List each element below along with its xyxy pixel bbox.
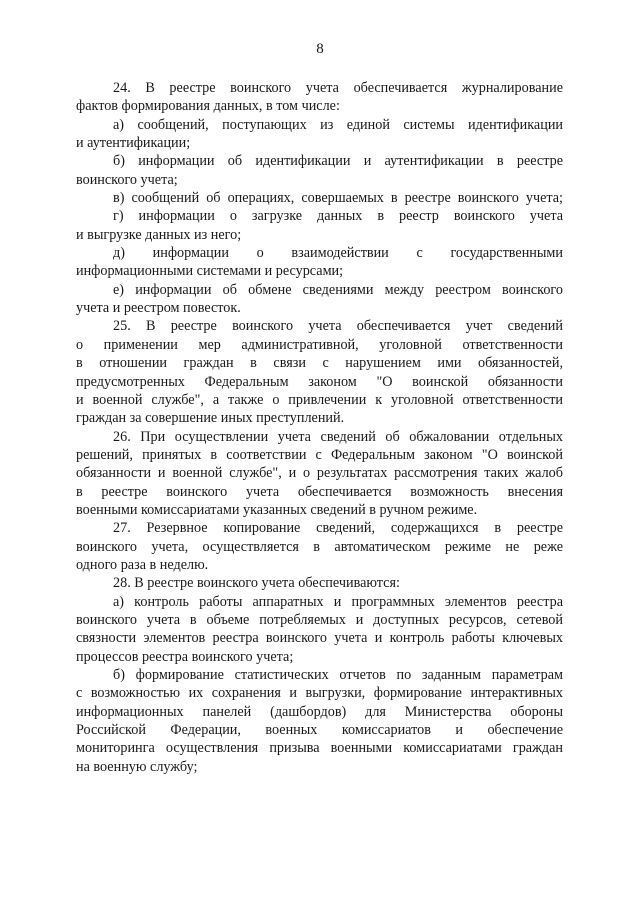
text-line: граждан за совершение иных преступлений. xyxy=(76,410,345,427)
text-line: в) сообщений об операциях, совершаемых в реестре воинского учета; xyxy=(113,190,563,207)
text-line: с возможностью их сохранения и выгрузки, формирование интерактивных xyxy=(76,685,563,702)
text-line: в реестре воинского учета обеспечивается возможность внесения xyxy=(76,483,563,500)
text-line: 28. В реестре воинского учета обеспечиваются: xyxy=(113,575,400,592)
text-line: решений, принятых в соответствии с Федеральным законом "О воинской xyxy=(76,446,563,463)
page-number: 8 xyxy=(316,41,324,57)
text-line: и выгрузке данных из него; xyxy=(76,226,242,243)
text-line: одного раза в неделю. xyxy=(76,556,209,573)
text-line: 24. В реестре воинского учета обеспечивается журналирование xyxy=(113,80,563,96)
text-line: и аутентификации; xyxy=(76,135,191,152)
text-line: и военной службе", а также о привлечении к уголовной ответственности xyxy=(76,391,563,408)
text-line: б) информации об идентификации и аутентификации в реестре xyxy=(113,153,563,170)
text-line: связности элементов реестра воинского учета и контроль работы ключевых xyxy=(76,630,563,647)
text-line: г) информации о загрузке данных в реестр воинского учета xyxy=(113,208,563,225)
text-line: обязанности и военной службе", и о результатах рассмотрения таких жалоб xyxy=(76,465,563,482)
text-line: воинского учета, осуществляется в автоматическом режиме не реже xyxy=(76,538,563,555)
text-line: 25. В реестре воинского учета обеспечивается учет сведений xyxy=(113,318,563,335)
text-line: е) информации об обмене сведениями между реестром воинского xyxy=(113,281,563,298)
text-line: а) контроль работы аппаратных и программных элементов реестра xyxy=(113,593,563,610)
document-body xyxy=(76,79,563,776)
text-line: мониторинга осуществления призыва военными комиссариатами граждан xyxy=(76,740,563,757)
text-line: Российской Федерации, военных комиссариатов и обеспечение xyxy=(76,722,563,739)
text-line: о применении мер административной, уголовной ответственности xyxy=(76,336,563,353)
text-line: предусмотренных Федеральным законом "О воинской обязанности xyxy=(76,373,563,390)
text-line: 27. Резервное копирование сведений, содержащихся в реестре xyxy=(113,520,563,537)
text-line: на военную службу; xyxy=(76,758,198,775)
text-line: процессов реестра воинского учета; xyxy=(76,648,294,665)
text-line: д) информации о взаимодействии с государственными xyxy=(113,245,563,262)
text-line: воинского учета; xyxy=(76,171,178,188)
text-line: в отношении граждан в связи с нарушением ими обязанностей, xyxy=(76,355,563,372)
text-line: военными комиссариатами указанных сведений в ручном режиме. xyxy=(76,501,478,518)
text-line: а) сообщений, поступающих из единой системы идентификации xyxy=(113,116,563,133)
text-line: 26. При осуществлении учета сведений об обжаловании отдельных xyxy=(113,428,563,445)
text-line: б) формирование статистических отчетов по заданным параметрам xyxy=(113,667,563,683)
text-line: фактов формирования данных, в том числе: xyxy=(76,98,340,115)
text-line: информационными системами и ресурсами; xyxy=(76,263,344,280)
text-line: информационных панелей (дашбордов) для Министерства обороны xyxy=(76,703,563,720)
text-line: воинского учета в объеме потребляемых и доступных ресурсов, сетевой xyxy=(76,611,563,628)
text-line: учета и реестром повесток. xyxy=(76,300,241,317)
